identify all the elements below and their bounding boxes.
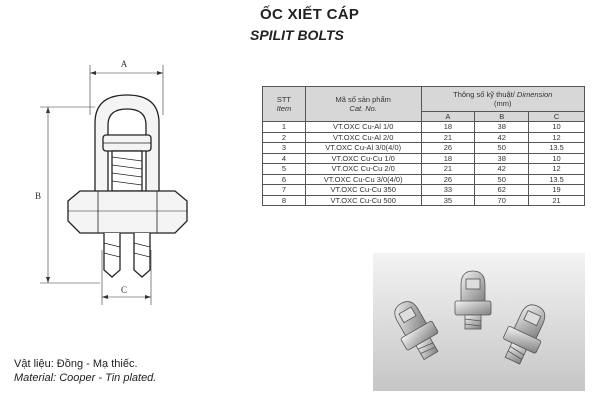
table-cell-code: VT.OXC Cu-Al 3/0(4/0) <box>305 143 421 154</box>
table-cell-stt: 5 <box>263 164 306 175</box>
table-cell-stt: 3 <box>263 143 306 154</box>
table-cell-a: 26 <box>421 143 475 154</box>
table-cell-c: 12 <box>529 164 585 175</box>
dimension-label-b: B <box>34 191 42 201</box>
table-cell-stt: 6 <box>263 174 306 185</box>
header-col-a: A <box>421 112 475 122</box>
table-cell-stt: 4 <box>263 153 306 164</box>
table-cell-c: 21 <box>529 195 585 206</box>
table-cell-code: VT.OXC Cu-Cu 500 <box>305 195 421 206</box>
table-row <box>263 195 585 206</box>
table-cell-a: 26 <box>421 174 475 185</box>
table-cell-b: 50 <box>475 143 529 154</box>
table-cell-b: 50 <box>475 174 529 185</box>
table-cell-code: VT.OXC Cu-Cu 3/0(4/0) <box>305 174 421 185</box>
table-row <box>263 174 585 185</box>
table-cell-a: 18 <box>421 122 475 133</box>
specification-table <box>262 86 585 206</box>
table-cell-code: VT.OXC Cu-Al 1/0 <box>305 122 421 133</box>
dimension-label-a: A <box>120 59 128 69</box>
title-vietnamese: ỐC XIẾT CÁP <box>260 6 360 23</box>
table-cell-code: VT.OXC Cu-Cu 350 <box>305 185 421 196</box>
table-cell-stt: 2 <box>263 132 306 143</box>
table-cell-c: 13.5 <box>529 143 585 154</box>
table-cell-c: 10 <box>529 153 585 164</box>
table-cell-c: 12 <box>529 132 585 143</box>
table-cell-b: 38 <box>475 122 529 133</box>
table-cell-a: 21 <box>421 164 475 175</box>
table-row <box>263 164 585 175</box>
table-cell-c: 10 <box>529 122 585 133</box>
table-cell-b: 62 <box>475 185 529 196</box>
table-cell-a: 35 <box>421 195 475 206</box>
table-cell-b: 42 <box>475 132 529 143</box>
product-photo <box>373 253 585 391</box>
header-dimension: Thông số kỹ thuật/ Dimension (mm) <box>421 87 585 112</box>
specification-table-body <box>263 122 585 206</box>
table-cell-a: 18 <box>421 153 475 164</box>
header-item: STT Item <box>263 87 306 122</box>
table-cell-c: 13.5 <box>529 174 585 185</box>
split-bolt-technical-drawing <box>20 45 220 305</box>
table-cell-b: 38 <box>475 153 529 164</box>
table-row <box>263 132 585 143</box>
table-cell-c: 19 <box>529 185 585 196</box>
table-cell-a: 33 <box>421 185 475 196</box>
dimension-label-c: C <box>120 285 128 295</box>
table-cell-b: 42 <box>475 164 529 175</box>
table-cell-stt: 1 <box>263 122 306 133</box>
header-col-c: C <box>529 112 585 122</box>
table-row <box>263 153 585 164</box>
table-cell-code: VT.OXC Cu-Cu 2/0 <box>305 164 421 175</box>
header-catalog-number: Mã số sản phẩm Cat. No. <box>305 87 421 122</box>
title-english: SPILIT BOLTS <box>250 27 344 43</box>
table-cell-stt: 8 <box>263 195 306 206</box>
table-row <box>263 143 585 154</box>
table-cell-code: VT.OXC Cu-Cu 1/0 <box>305 153 421 164</box>
material-vietnamese: Vật liệu: Đồng - Mạ thiếc. <box>14 358 138 370</box>
table-row <box>263 122 585 133</box>
table-cell-b: 70 <box>475 195 529 206</box>
material-english: Material: Cooper - Tin plated. <box>14 372 157 384</box>
table-cell-a: 21 <box>421 132 475 143</box>
table-cell-stt: 7 <box>263 185 306 196</box>
header-col-b: B <box>475 112 529 122</box>
material-note <box>14 357 156 385</box>
table-row <box>263 185 585 196</box>
table-cell-code: VT.OXC Cu-Al 2/0 <box>305 132 421 143</box>
